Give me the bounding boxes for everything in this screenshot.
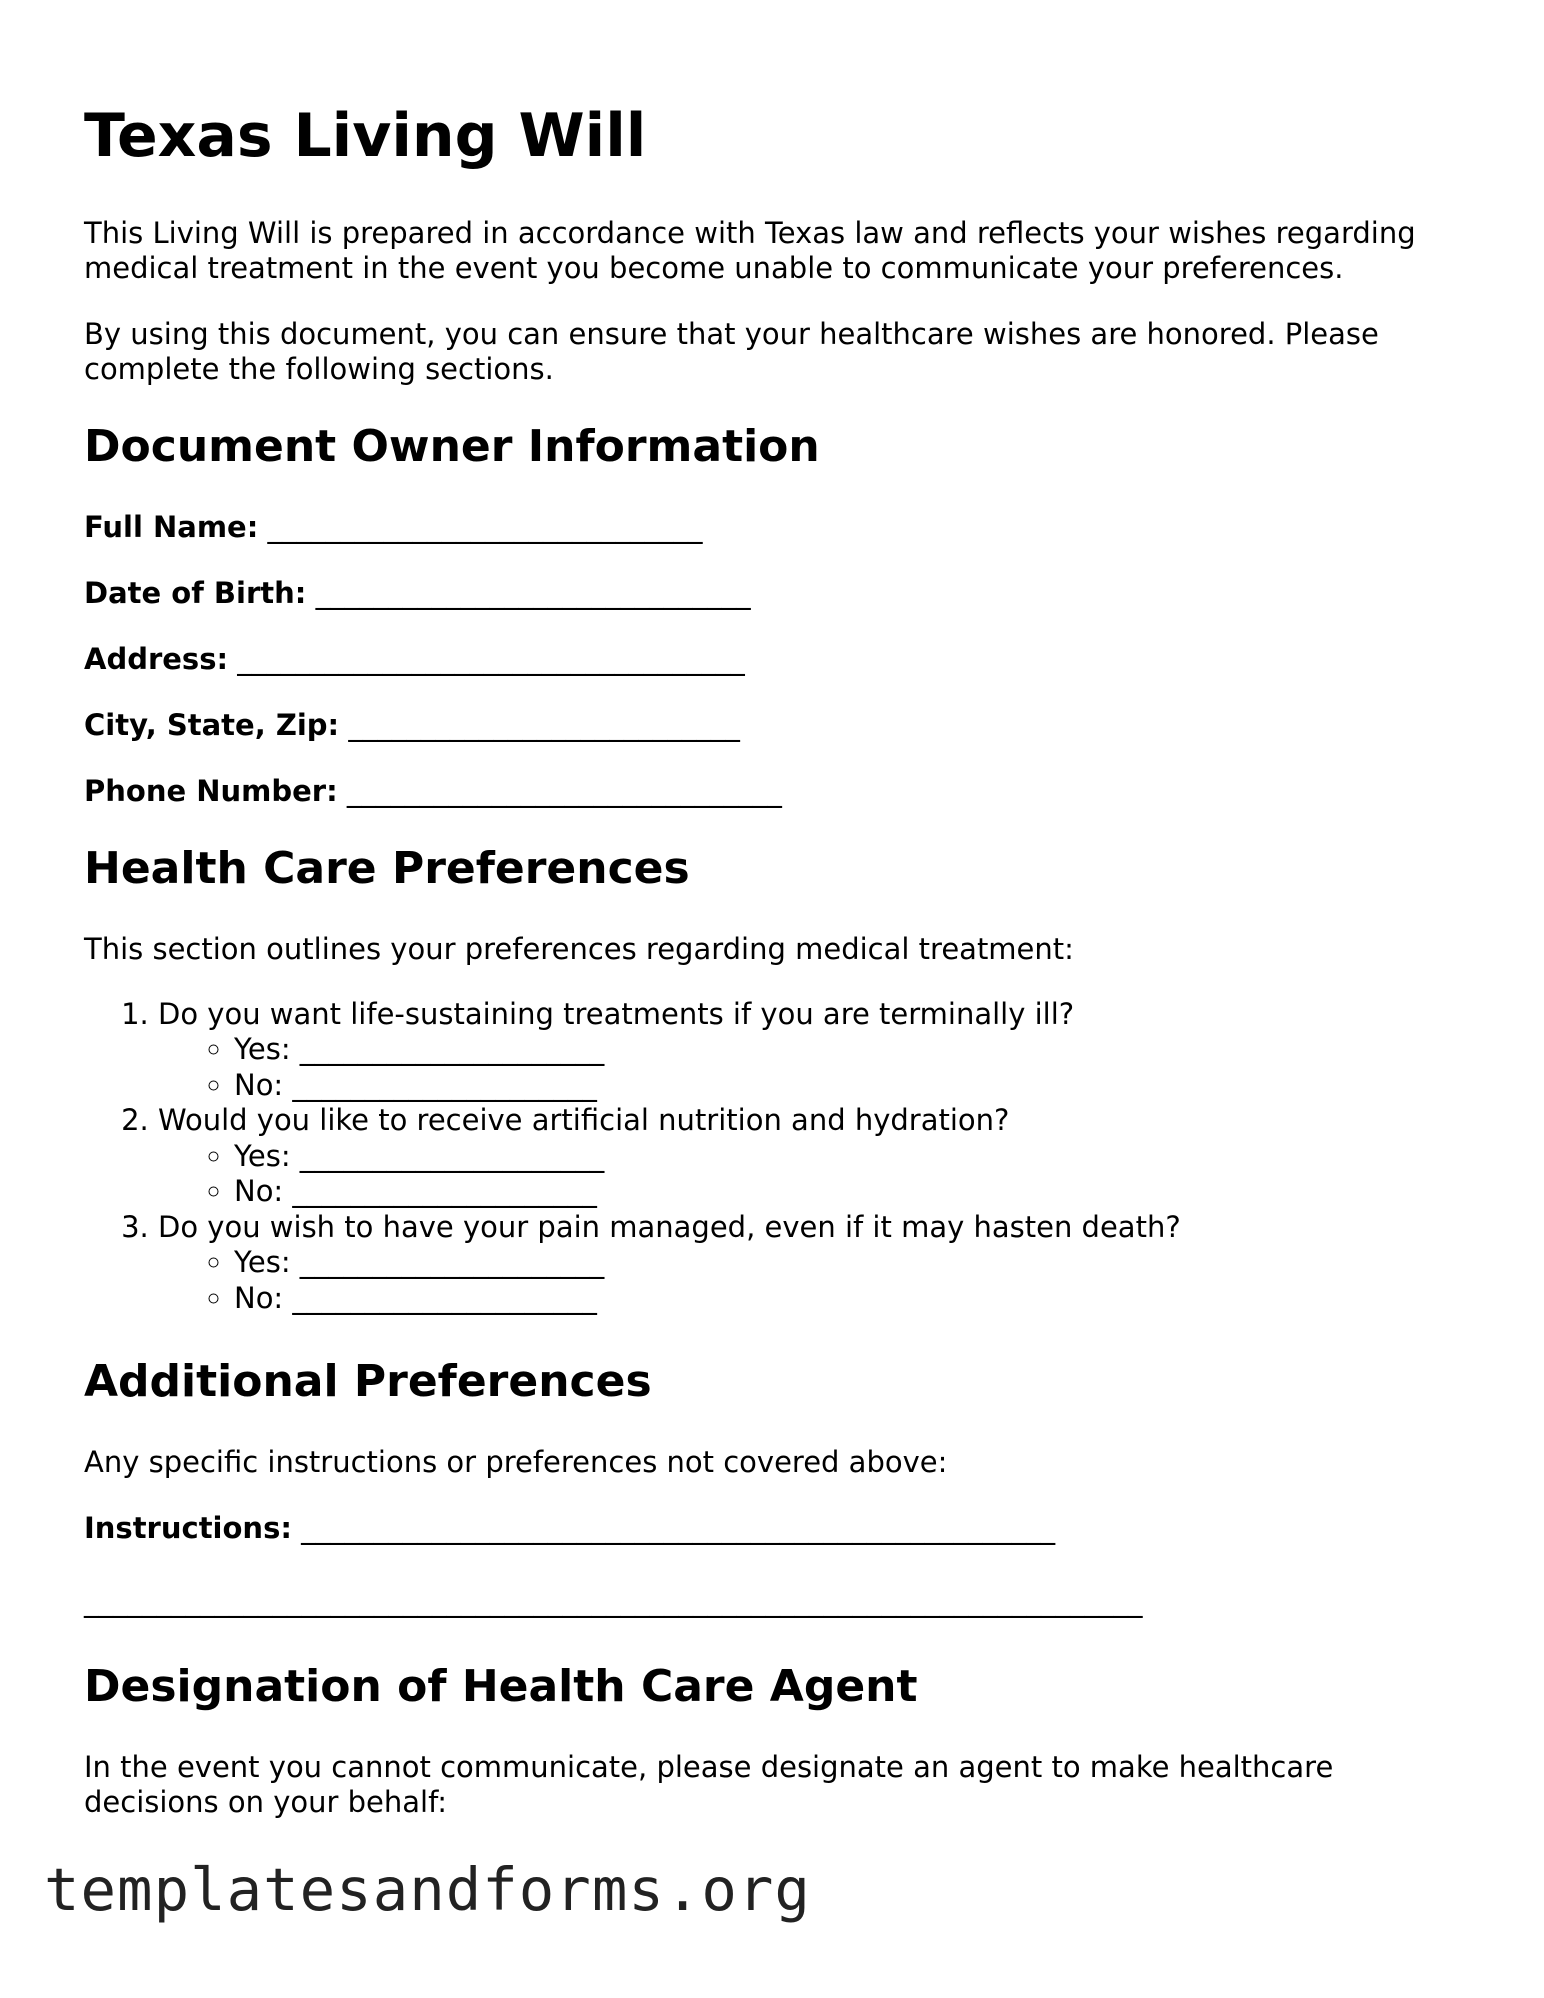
address-label: Address:	[84, 641, 229, 676]
answer-options	[158, 1245, 1464, 1316]
full-name-blank[interactable]: ______________________________	[267, 509, 703, 544]
phone-number-blank[interactable]: ______________________________	[346, 773, 782, 808]
question-text: Do you wish to have your pain managed, even if it may hasten death?	[158, 1209, 1181, 1244]
agent-intro: In the event you cannot communicate, please designate an agent to make healthcare decisions on your behalf:	[84, 1749, 1334, 1819]
phone-number-label: Phone Number:	[84, 773, 338, 808]
no-answer-blank[interactable]: ◦ No: _____________________	[234, 1174, 1464, 1210]
answer-options	[158, 1139, 1464, 1210]
question-item	[158, 1210, 1464, 1317]
preferences-question-list	[84, 997, 1464, 1317]
instructions-blank[interactable]: ____________________________________________________	[301, 1510, 1056, 1545]
question-item	[158, 997, 1464, 1104]
date-of-birth-label: Date of Birth:	[84, 575, 307, 610]
no-answer-blank[interactable]: ◦ No: _____________________	[234, 1281, 1464, 1317]
answer-options	[158, 1032, 1464, 1103]
full-name-label: Full Name:	[84, 509, 259, 544]
owner-section-heading: Document Owner Information	[84, 421, 820, 472]
date-of-birth-blank[interactable]: ______________________________	[315, 575, 751, 610]
address-field	[84, 642, 1464, 677]
instructions-extra-line[interactable]: _________________________________________________________________________	[84, 1583, 1143, 1618]
preferences-section-heading: Health Care Preferences	[84, 842, 690, 894]
no-answer-blank[interactable]: ◦ No: _____________________	[234, 1068, 1464, 1104]
intro-paragraph-2: By using this document, you can ensure that your healthcare wishes are honored. Please complete the following sections.	[84, 317, 1379, 386]
instructions-field	[84, 1511, 1464, 1546]
address-blank[interactable]: ___________________________________	[237, 641, 745, 676]
site-watermark: templatesandforms.org	[44, 1855, 811, 1924]
date-of-birth-field	[84, 576, 1464, 611]
yes-answer-blank[interactable]: ◦ Yes: _____________________	[234, 1032, 1464, 1068]
intro-paragraph-1: This Living Will is prepared in accordance with Texas law and reflects your wishes regarding medical treatment in the event you become unable to communicate your preferences.	[84, 216, 1416, 285]
document-page	[84, 100, 1464, 1851]
question-text: Would you like to receive artificial nutrition and hydration?	[158, 1103, 1010, 1138]
yes-answer-blank[interactable]: ◦ Yes: _____________________	[234, 1139, 1464, 1175]
full-name-field	[84, 510, 1464, 545]
city-state-zip-label: City, State, Zip:	[84, 707, 340, 742]
additional-intro: Any specific instructions or preferences not covered above:	[84, 1444, 948, 1479]
question-item	[158, 1103, 1464, 1210]
additional-section-heading: Additional Preferences	[84, 1356, 652, 1408]
city-state-zip-field	[84, 708, 1464, 743]
agent-section-heading: Designation of Health Care Agent	[84, 1660, 918, 1712]
question-text: Do you want life-sustaining treatments if you are terminally ill?	[158, 996, 1075, 1031]
page-title: Texas Living Will	[84, 101, 647, 171]
preferences-intro: This section outlines your preferences regarding medical treatment:	[84, 931, 1074, 966]
instructions-label: Instructions:	[84, 1510, 292, 1545]
city-state-zip-blank[interactable]: ___________________________	[348, 707, 740, 742]
phone-number-field	[84, 774, 1464, 809]
yes-answer-blank[interactable]: ◦ Yes: _____________________	[234, 1245, 1464, 1281]
